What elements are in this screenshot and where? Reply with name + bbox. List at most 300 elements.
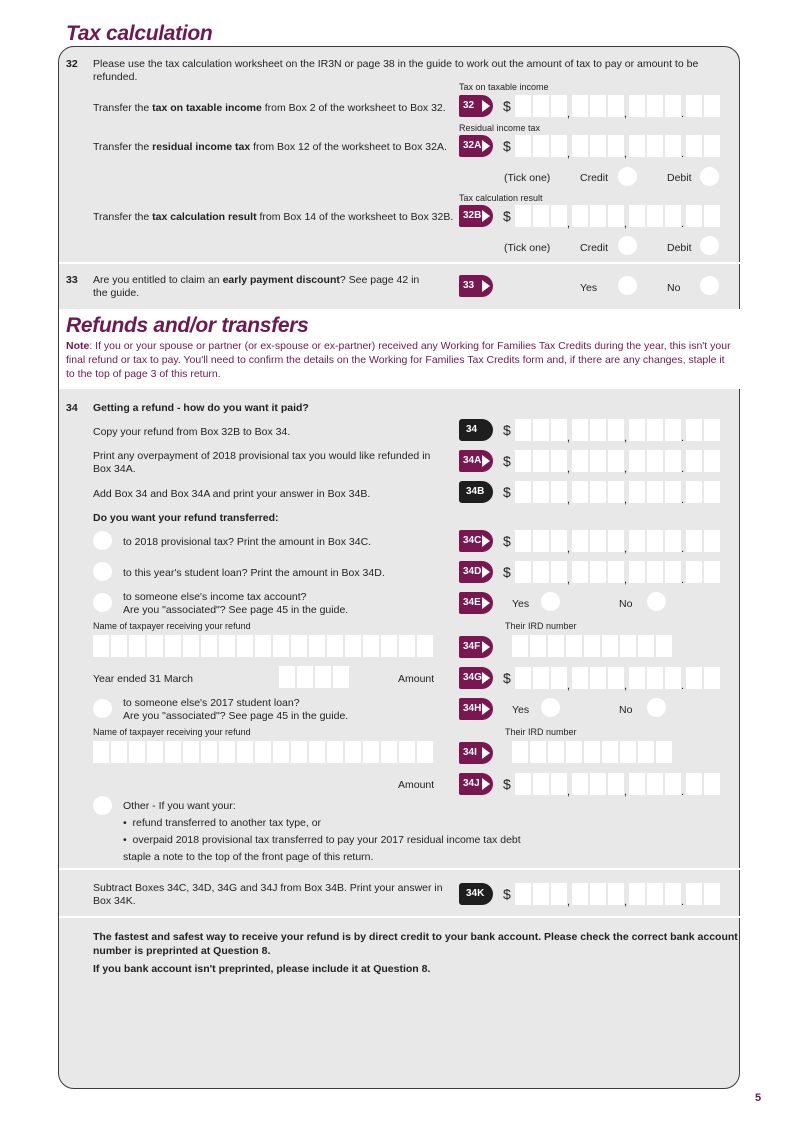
char-box[interactable] [327, 741, 343, 763]
transfer-heading: Do you want your refund transferred: [93, 512, 279, 524]
digit-box[interactable] [572, 450, 588, 472]
dollar-sign: $ [503, 98, 511, 114]
t: Box 34K. [93, 895, 136, 907]
debit-label: Debit [667, 242, 692, 254]
separator: , [624, 218, 628, 230]
digit-box[interactable] [665, 773, 681, 795]
digit-box[interactable] [551, 883, 567, 905]
digit-box[interactable] [515, 450, 531, 472]
digit-box[interactable] [686, 419, 702, 441]
q34b-text: Add Box 34 and Box 34A and print your answer in Box 34B. [93, 488, 371, 500]
digit-box[interactable] [515, 530, 531, 552]
char-box[interactable] [381, 741, 397, 763]
digit-box[interactable] [515, 205, 531, 227]
opt-34d-text: to this year's student loan? Print the amount in Box 34D. [123, 567, 385, 579]
separator: . [681, 574, 685, 586]
digit-box[interactable] [551, 450, 567, 472]
digit-box[interactable] [647, 205, 663, 227]
digit-box[interactable] [647, 419, 663, 441]
char-box[interactable] [345, 635, 361, 657]
bank-info [93, 930, 738, 976]
digit-box[interactable] [533, 450, 549, 472]
char-box[interactable] [255, 741, 271, 763]
char-box[interactable] [297, 666, 313, 688]
digit-box[interactable] [533, 205, 549, 227]
digit-box[interactable] [704, 530, 720, 552]
digit-box[interactable] [572, 530, 588, 552]
digit-box[interactable] [686, 450, 702, 472]
box-label-text: 34B [466, 486, 485, 497]
char-box[interactable] [399, 741, 415, 763]
char-box[interactable] [315, 666, 331, 688]
digit-box[interactable] [665, 561, 681, 583]
opt-34h-text [123, 697, 348, 723]
char-box[interactable] [291, 635, 307, 657]
digit-box[interactable] [533, 419, 549, 441]
t: tax on taxable income [152, 102, 262, 114]
digit-box[interactable] [629, 450, 645, 472]
digit-box[interactable] [590, 481, 606, 503]
separator: , [624, 543, 628, 555]
digit-box[interactable] [704, 135, 720, 157]
digit-box[interactable] [572, 135, 588, 157]
char-box[interactable] [327, 635, 343, 657]
char-box[interactable] [566, 741, 582, 763]
separator: , [624, 574, 628, 586]
char-box[interactable] [183, 741, 199, 763]
refunds-title: Refunds and/or transfers [66, 314, 309, 337]
digit-box[interactable] [533, 135, 549, 157]
box-label-34i [459, 742, 493, 764]
box-label [459, 667, 493, 689]
digit-box[interactable] [665, 530, 681, 552]
t: residual income tax [152, 141, 251, 153]
box-label [459, 561, 493, 583]
radio-34h[interactable] [93, 699, 112, 718]
digit-box[interactable] [629, 205, 645, 227]
dollar-sign: $ [503, 208, 511, 224]
char-box[interactable] [237, 741, 253, 763]
digit-box[interactable] [590, 561, 606, 583]
box-label-text: 32A [463, 140, 482, 151]
digit-box[interactable] [533, 530, 549, 552]
credit-label: Credit [580, 242, 609, 254]
char-box[interactable] [147, 635, 163, 657]
digit-box[interactable] [629, 773, 645, 795]
box-label-text: 34J [463, 778, 480, 789]
digit-box[interactable] [515, 481, 531, 503]
q34a-text [93, 450, 430, 476]
char-box[interactable] [548, 741, 564, 763]
char-box[interactable] [309, 741, 325, 763]
money-row-34 [459, 419, 723, 444]
char-box[interactable] [584, 741, 600, 763]
char-box[interactable] [381, 635, 397, 657]
digit-box[interactable] [533, 667, 549, 689]
char-box[interactable] [273, 741, 289, 763]
section-divider [59, 916, 740, 918]
digit-box[interactable] [686, 561, 702, 583]
q32-intro-line2: refunded. [93, 71, 138, 83]
digit-box[interactable] [590, 205, 606, 227]
digit-box[interactable] [533, 481, 549, 503]
char-box[interactable] [512, 635, 528, 657]
char-box[interactable] [548, 635, 564, 657]
char-box[interactable] [111, 635, 127, 657]
box-label-text: 34G [463, 672, 482, 683]
t: from Box 12 of the worksheet to Box 32A. [250, 141, 447, 153]
digit-box[interactable] [686, 135, 702, 157]
digit-box[interactable] [665, 883, 681, 905]
separator: , [567, 463, 571, 475]
digit-box[interactable] [647, 883, 663, 905]
money-row-34c [459, 530, 723, 555]
digit-box[interactable] [704, 450, 720, 472]
no-label: No [619, 598, 633, 610]
dollar-sign: $ [503, 776, 511, 792]
char-box[interactable] [656, 741, 672, 763]
digit-box[interactable] [704, 205, 720, 227]
digit-box[interactable] [533, 883, 549, 905]
debit-label: Debit [667, 172, 692, 184]
separator: . [681, 108, 685, 120]
digit-box[interactable] [515, 419, 531, 441]
digit-box[interactable] [572, 95, 588, 117]
t: Subtract Boxes 34C, 34D, 34G and 34J from Box 34B. Print your answer in [93, 882, 443, 894]
char-box[interactable] [566, 635, 582, 657]
digit-box[interactable] [629, 95, 645, 117]
t: Box 34A. [93, 463, 136, 475]
digit-box[interactable] [647, 481, 663, 503]
char-box[interactable] [219, 741, 235, 763]
box-label-text: 34K [466, 888, 485, 899]
separator: . [681, 543, 685, 555]
digit-box[interactable] [608, 95, 624, 117]
q34-heading: Getting a refund - how do you want it paid? [93, 402, 309, 414]
radio-other[interactable] [93, 796, 112, 815]
box-label-text: 34H [463, 703, 482, 714]
dollar-sign: $ [503, 422, 511, 438]
no-label: No [619, 704, 633, 716]
question-number-33: 33 [66, 274, 78, 286]
box-label-text: 34D [463, 566, 482, 577]
radio-34c[interactable] [93, 531, 112, 550]
digit-box[interactable] [686, 667, 702, 689]
char-box[interactable] [279, 666, 295, 688]
digit-box[interactable] [647, 450, 663, 472]
digit-box[interactable] [665, 135, 681, 157]
digit-box[interactable] [515, 667, 531, 689]
char-box[interactable] [183, 635, 199, 657]
char-box[interactable] [602, 741, 618, 763]
char-box[interactable] [129, 741, 145, 763]
digit-box[interactable] [533, 561, 549, 583]
opt-34c-text: to 2018 provisional tax? Print the amount in Box 34C. [123, 536, 372, 548]
money-row-34g [459, 667, 723, 692]
box-label [459, 883, 493, 905]
radio-34d[interactable] [93, 562, 112, 581]
char-box[interactable] [201, 635, 217, 657]
char-box[interactable] [291, 741, 307, 763]
digit-box[interactable] [608, 530, 624, 552]
name-caption: Name of taxpayer receiving your refund [93, 727, 251, 737]
char-box[interactable] [602, 635, 618, 657]
digit-box[interactable] [629, 419, 645, 441]
digit-box[interactable] [551, 135, 567, 157]
digit-box[interactable] [590, 773, 606, 795]
digit-box[interactable] [629, 481, 645, 503]
digit-box[interactable] [590, 419, 606, 441]
char-box[interactable] [165, 635, 181, 657]
digit-box[interactable] [629, 135, 645, 157]
yes-label: Yes [512, 704, 530, 716]
digit-box[interactable] [647, 667, 663, 689]
box-label-text: 34A [463, 455, 482, 466]
char-box[interactable] [638, 741, 654, 763]
digit-box[interactable] [551, 95, 567, 117]
separator: , [567, 574, 571, 586]
digit-box[interactable] [551, 667, 567, 689]
digit-box[interactable] [665, 481, 681, 503]
digit-box[interactable] [590, 667, 606, 689]
digit-box[interactable] [686, 481, 702, 503]
debit-radio-32a[interactable] [700, 167, 719, 186]
digit-box[interactable] [590, 95, 606, 117]
char-box[interactable] [363, 635, 379, 657]
t: to someone else's income tax account? [123, 591, 307, 603]
box-label-text: 34 [466, 424, 478, 435]
char-box[interactable] [584, 635, 600, 657]
digit-box[interactable] [590, 135, 606, 157]
digit-box[interactable] [533, 773, 549, 795]
arrow-icon [482, 566, 490, 578]
digit-box[interactable] [608, 450, 624, 472]
credit-radio-32b[interactable] [618, 236, 637, 255]
separator: , [624, 494, 628, 506]
digit-box[interactable] [629, 667, 645, 689]
note-text-3: to the top of page 3 of this return. [66, 368, 221, 380]
digit-box[interactable] [572, 773, 588, 795]
char-box[interactable] [363, 741, 379, 763]
box-label [459, 419, 493, 441]
digit-box[interactable] [686, 883, 702, 905]
digit-box[interactable] [686, 95, 702, 117]
arrow-icon [482, 140, 490, 152]
credit-radio-32a[interactable] [618, 167, 637, 186]
digit-box[interactable] [551, 419, 567, 441]
digit-box[interactable] [515, 883, 531, 905]
digit-box[interactable] [704, 883, 720, 905]
digit-box[interactable] [608, 419, 624, 441]
digit-box[interactable] [572, 561, 588, 583]
yes-radio-34h[interactable] [541, 698, 560, 717]
box-label [459, 95, 493, 117]
digit-box[interactable] [665, 450, 681, 472]
t: Transfer the [93, 141, 153, 153]
char-box[interactable] [333, 666, 349, 688]
separator: . [681, 494, 685, 506]
yes-radio-33[interactable] [618, 276, 637, 295]
char-box[interactable] [620, 741, 636, 763]
digit-box[interactable] [647, 561, 663, 583]
row32b-text [93, 211, 453, 224]
opt-34e-text [123, 591, 348, 617]
char-box[interactable] [129, 635, 145, 657]
row32-text [93, 102, 446, 115]
separator: , [567, 218, 571, 230]
t: number is preprinted at Question 8. [93, 945, 271, 957]
arrow-icon [482, 641, 490, 653]
separator: . [681, 680, 685, 692]
digit-box[interactable] [590, 883, 606, 905]
digit-box[interactable] [665, 95, 681, 117]
digit-box[interactable] [608, 773, 624, 795]
digit-box[interactable] [551, 530, 567, 552]
digit-box[interactable] [647, 773, 663, 795]
money-row-32 [459, 95, 723, 120]
char-box[interactable] [417, 741, 433, 763]
digit-box[interactable] [515, 95, 531, 117]
no-radio-33[interactable] [700, 276, 719, 295]
box-label-text: 34F [463, 641, 481, 652]
t: from Box 2 of the worksheet to Box 32. [261, 102, 446, 114]
digit-box[interactable] [665, 667, 681, 689]
separator: . [681, 432, 685, 444]
separator: , [624, 108, 628, 120]
t: If you bank account isn't preprinted, please include it at Question 8. [93, 963, 431, 975]
char-box[interactable] [309, 635, 325, 657]
char-box[interactable] [530, 635, 546, 657]
digit-box[interactable] [665, 419, 681, 441]
t: ? See page 42 in [339, 274, 420, 286]
digit-box[interactable] [704, 561, 720, 583]
digit-box[interactable] [551, 205, 567, 227]
digit-box[interactable] [572, 481, 588, 503]
debit-radio-32b[interactable] [700, 236, 719, 255]
digit-box[interactable] [704, 95, 720, 117]
box-label-34e [459, 592, 493, 614]
digit-box[interactable] [551, 773, 567, 795]
digit-box[interactable] [572, 667, 588, 689]
arrow-icon [482, 597, 490, 609]
box-label [459, 530, 493, 552]
digit-box[interactable] [647, 135, 663, 157]
digit-box[interactable] [608, 205, 624, 227]
digit-box[interactable] [629, 883, 645, 905]
year-label: Year ended 31 March [93, 673, 194, 685]
separator: . [681, 148, 685, 160]
char-box[interactable] [417, 635, 433, 657]
digit-box[interactable] [572, 883, 588, 905]
t: the guide. [93, 287, 140, 299]
char-box[interactable] [638, 635, 654, 657]
separator: , [567, 148, 571, 160]
digit-box[interactable] [608, 883, 624, 905]
radio-34e[interactable] [93, 593, 112, 612]
no-radio-34e[interactable] [647, 592, 666, 611]
digit-box[interactable] [686, 530, 702, 552]
digit-box[interactable] [515, 561, 531, 583]
yes-radio-34e[interactable] [541, 592, 560, 611]
char-box[interactable] [273, 635, 289, 657]
char-box[interactable] [147, 741, 163, 763]
digit-box[interactable] [572, 419, 588, 441]
char-box[interactable] [345, 741, 361, 763]
box-label-34h [459, 698, 493, 720]
char-box[interactable] [530, 741, 546, 763]
digit-box[interactable] [608, 135, 624, 157]
digit-box[interactable] [608, 481, 624, 503]
digit-box[interactable] [572, 205, 588, 227]
char-box[interactable] [93, 635, 109, 657]
dollar-sign: $ [503, 453, 511, 469]
char-box[interactable] [656, 635, 672, 657]
row32a-text [93, 141, 447, 154]
digit-box[interactable] [515, 135, 531, 157]
digit-box[interactable] [704, 419, 720, 441]
char-box[interactable] [237, 635, 253, 657]
digit-box[interactable] [647, 95, 663, 117]
digit-box[interactable] [608, 561, 624, 583]
digit-box[interactable] [551, 561, 567, 583]
char-box[interactable] [512, 741, 528, 763]
char-box[interactable] [620, 635, 636, 657]
t: to someone else's 2017 student loan? [123, 697, 300, 709]
char-box[interactable] [219, 635, 235, 657]
char-box[interactable] [399, 635, 415, 657]
digit-box[interactable] [629, 530, 645, 552]
digit-box[interactable] [686, 773, 702, 795]
ird-caption: Their IRD number [505, 621, 577, 631]
digit-box[interactable] [704, 667, 720, 689]
caption-tax-on-taxable-income: Tax on taxable income [459, 82, 549, 92]
digit-box[interactable] [686, 205, 702, 227]
name-caption: Name of taxpayer receiving your refund [93, 621, 251, 631]
tick-one-label: (Tick one) [504, 242, 551, 254]
box-label-text: 32 [463, 100, 475, 111]
digit-box[interactable] [515, 773, 531, 795]
digit-box[interactable] [629, 561, 645, 583]
digit-box[interactable] [647, 530, 663, 552]
digit-box[interactable] [551, 481, 567, 503]
digit-box[interactable] [533, 95, 549, 117]
no-radio-34h[interactable] [647, 698, 666, 717]
money-row-32b [459, 205, 723, 230]
char-box[interactable] [111, 741, 127, 763]
char-box[interactable] [165, 741, 181, 763]
separator: . [681, 218, 685, 230]
char-box[interactable] [255, 635, 271, 657]
section-divider [59, 262, 740, 264]
digit-box[interactable] [665, 205, 681, 227]
digit-box[interactable] [704, 773, 720, 795]
digit-box[interactable] [590, 450, 606, 472]
digit-box[interactable] [590, 530, 606, 552]
char-box[interactable] [201, 741, 217, 763]
digit-box[interactable] [608, 667, 624, 689]
char-box[interactable] [93, 741, 109, 763]
no-label: No [667, 282, 681, 294]
box-label-text: 34C [463, 535, 482, 546]
digit-box[interactable] [704, 481, 720, 503]
dollar-sign: $ [503, 886, 511, 902]
separator: , [624, 463, 628, 475]
dollar-sign: $ [503, 670, 511, 686]
dollar-sign: $ [503, 533, 511, 549]
yes-label: Yes [512, 598, 530, 610]
amount-label: Amount [398, 673, 435, 685]
yes-label: Yes [580, 282, 598, 294]
